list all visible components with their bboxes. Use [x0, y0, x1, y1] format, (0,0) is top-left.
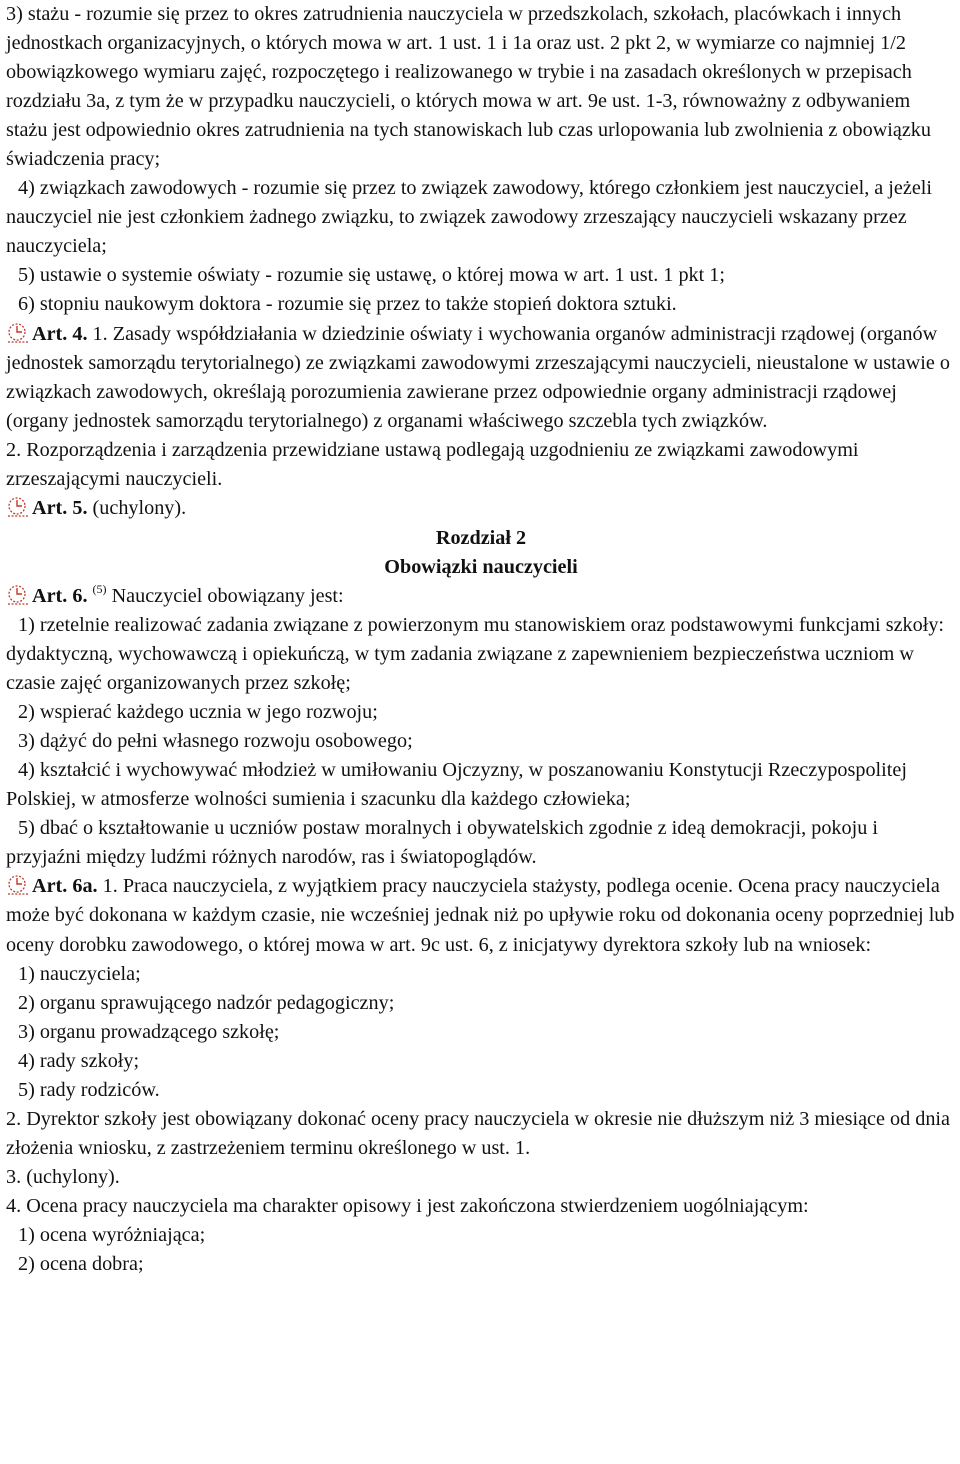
- art-6a-list-item: 1) nauczyciela;: [18, 962, 141, 985]
- art-4-text: 1. Zasady współdziałania w dziedzinie oświaty i wychowania organów administracji rządowej (organów jednostek samorządu terytorialnego) ze związkami zawodowymi zrzeszającymi nauczycieli, nieustalone w ustawie o związkach zawodowych, określają porozumienia zawierane przez odpowiednie organy administracji rządowej (organy jednostek samorządu terytorialnego) z organami właściwego szczebla tych związków.: [6, 322, 950, 432]
- chapter-title: Obowiązki nauczycieli: [384, 555, 578, 578]
- art-4-heading: Art. 4.: [32, 322, 88, 345]
- art-6-item-1: 1) rzetelnie realizować zadania związane z powierzonym mu stanowiskiem oraz podstawowymi funkcjami szkoły: dydaktyczną, wychowawczą i opiekuńczą, w tym zadania związane z zapewnieniem bezpieczeństwa uczniom w czasie zajęć organizowanych przez szkołę;: [6, 613, 945, 695]
- art-6a-list-item: 4) rady szkoły;: [18, 1049, 140, 1072]
- art-6a-paragraph-2: 2. Dyrektor szkoły jest obowiązany dokonać oceny pracy nauczyciela w okresie nie dłuższym niż 3 miesiące od dnia złożenia wniosku, z zastrzeżeniem terminu określonego w ust. 1.: [6, 1107, 950, 1159]
- art-5: [6, 494, 956, 523]
- art-4-paragraph-1: [6, 320, 956, 436]
- art-6a-paragraph-4: 4. Ocena pracy nauczyciela ma charakter opisowy i jest zakończona stwierdzeniem uogólniającym:: [6, 1194, 809, 1217]
- art-6a-grade-item: 1) ocena wyróżniająca;: [18, 1223, 206, 1246]
- clock-icon[interactable]: [6, 584, 30, 606]
- clock-icon[interactable]: [6, 322, 30, 344]
- art-6-item-2: 2) wspierać każdego ucznia w jego rozwoju;: [18, 701, 378, 724]
- clock-icon[interactable]: [6, 874, 30, 896]
- art-6a-list-item: 5) rady rodziców.: [18, 1078, 160, 1101]
- art-5-heading: Art. 5.: [32, 496, 88, 519]
- art-6a-grade-item: 2) ocena dobra;: [18, 1253, 144, 1276]
- definition-item-5: 5) ustawie o systemie oświaty - rozumie się ustawę, o której mowa w art. 1 ust. 1 pkt 1;: [18, 264, 725, 287]
- art-6a-text: 1. Praca nauczyciela, z wyjątkiem pracy nauczyciela stażysty, podlega ocenie. Ocena pracy nauczyciela może być dokonana w każdym czasie, nie wcześniej jednak niż po upływie roku od dokonania oceny poprzedniej lub oceny dorobku zawodowego, o której mowa w art. 9c ust. 6, z inicjatywy dyrektora szkoły lub na wniosek:: [6, 875, 955, 956]
- art-6a-paragraph-1: [6, 872, 956, 959]
- art-6-intro: [6, 582, 956, 611]
- art-4-paragraph-2: 2. Rozporządzenia i zarządzenia przewidziane ustawą podlegają uzgodnieniu ze związkami zawodowymi zrzeszającymi nauczycieli.: [6, 438, 859, 490]
- art-6-intro-text: Nauczyciel obowiązany jest:: [106, 584, 344, 607]
- art-6a-list-item: 2) organu sprawującego nadzór pedagogiczny;: [18, 991, 395, 1014]
- art-6a-list-item: 3) organu prowadzącego szkołę;: [18, 1020, 280, 1043]
- clock-icon[interactable]: [6, 496, 30, 518]
- art-6a-heading: Art. 6a.: [32, 875, 98, 898]
- chapter-number: Rozdział 2: [435, 526, 527, 549]
- art-6-heading: Art. 6.: [32, 584, 88, 607]
- definition-item-3: 3) stażu - rozumie się przez to okres zatrudnienia nauczyciela w przedszkolach, szkołach, placówkach i innych jednostkach organizacyjnych, o których mowa w art. 1 ust. 1 i 1a oraz ust. 2 pkt 2, w wymiarze co najmniej 1/2 obowiązkowego wymiaru zajęć, rozpoczętego i realizowanego w trybie i na zasadach określonych w przepisach rozdziału 3a, z tym że w przypadku nauczycieli, o których mowa w art. 9e ust. 1-3, równoważny z odbywaniem stażu jest odpowiednio okres zatrudnienia na tych stanowiskach lub czas urlopowania lub zwolnienia z obowiązku świadczenia pracy;: [6, 3, 931, 171]
- art-6-item-5: 5) dbać o kształtowanie u uczniów postaw moralnych i obywatelskich zgodnie z ideą demokracji, pokoju i przyjaźni między ludźmi różnych narodów, ras i światopoglądów.: [6, 817, 878, 869]
- footnote-marker[interactable]: (5): [92, 581, 107, 596]
- art-5-text: (uchylony).: [87, 496, 187, 519]
- art-6-item-3: 3) dążyć do pełni własnego rozwoju osobowego;: [18, 730, 413, 753]
- art-6-item-4: 4) kształcić i wychowywać młodzież w umiłowaniu Ojczyzny, w poszanowaniu Konstytucji Rzeczypospolitej Polskiej, w atmosferze wolności sumienia i szacunku dla każdego człowieka;: [6, 759, 907, 811]
- definition-item-4: 4) związkach zawodowych - rozumie się przez to związek zawodowy, którego członkiem jest nauczyciel, a jeżeli nauczyciel nie jest członkiem żadnego związku, to związek zawodowy zrzeszający nauczycieli wskazany przez nauczyciela;: [6, 177, 932, 258]
- art-6a-paragraph-3: 3. (uchylony).: [6, 1165, 120, 1188]
- definition-item-6: 6) stopniu naukowym doktora - rozumie się przez to także stopień doktora sztuki.: [18, 293, 677, 316]
